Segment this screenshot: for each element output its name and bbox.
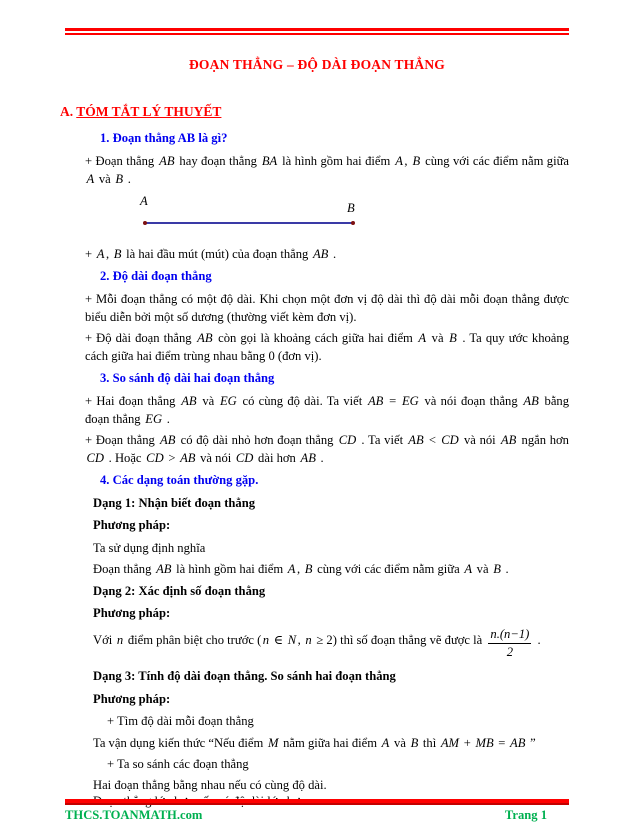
math-variable: B [410,735,419,750]
point-b-label: B [347,201,355,215]
text-run: (đơn vị). [274,349,322,363]
text-run: Với [93,633,116,647]
text-run: Dạng 2: Xác định số đoạn thẳng [93,583,266,598]
math-variable: CD [235,451,254,465]
heading-phuong-phap-3 [93,690,569,708]
endpoint-dot-a [143,221,147,225]
math-variable: AB [300,451,316,465]
text-run: = [384,393,401,408]
paragraph-equal-rule [93,777,569,794]
fraction-denominator: 2 [506,645,514,659]
text-run: ngắn hơn [517,433,569,447]
text-run: Hai đoạn thẳng bằng nhau nếu có cùng độ dài. [93,777,327,792]
text-run: 3. So sánh độ dài hai đoạn thẳng [100,370,275,385]
math-variable: A [464,562,473,576]
text-run: và [473,562,492,576]
bullet-compare-segments [107,755,569,773]
heading-dang-3 [93,667,569,685]
math-variable: AB [160,433,176,447]
text-run: Dạng 3: Tính độ dài đoạn thẳng. So sánh hai đoạn thẳng [93,669,396,683]
document-margins [0,28,629,810]
text-run: . [317,451,324,465]
paragraph-method-2-formula [93,627,569,660]
heading-phuong-phap-1 [93,516,569,534]
text-run: và nói [196,451,235,465]
paragraph-compare-1 [85,392,569,428]
math-variable: B [304,562,313,576]
text-run: Đoạn thẳng [93,562,155,576]
footer-rule [65,799,569,805]
math-variable: B [449,331,457,345]
math-variable: n [116,633,124,647]
paragraph-method-1b [93,560,569,578]
math-variable: AB [197,331,213,345]
math-variable: A [86,172,95,186]
paragraph-length-2 [85,329,569,365]
math-variable: AB [159,154,175,168]
text-run: và [390,735,410,750]
text-run: 2. Độ dài đoạn thẳng [100,268,212,283]
text-run: + [85,247,96,261]
text-run: bằng đoạn thẳng [85,393,569,426]
text-run: 1. Đoạn thẳng AB là gì? [100,131,228,145]
text-run: là hình gồm hai điểm [172,562,287,576]
text-run: . [329,247,337,261]
text-run: Phương pháp: [93,691,171,706]
text-run: < [425,433,440,447]
math-variable: A [96,247,105,261]
math-variable: A [418,331,427,345]
text-run: . [124,172,131,186]
math-variable: B [113,247,122,261]
math-variable: n [305,633,312,647]
heading-phuong-phap-2 [93,604,569,622]
text-run: Phương pháp: [93,606,171,620]
math-variable: AB [181,393,197,408]
text-run: + Hai đoạn thẳng [85,393,180,408]
text-run: + [460,735,474,750]
math-variable: EG [401,393,419,408]
segment-line [144,222,354,224]
text-run: , [404,154,411,168]
math-variable: AB [180,451,196,465]
footer-page-number: Trang 1 [504,808,547,822]
text-run: cùng với các điểm nằm giữa [313,562,463,576]
paragraph-method-3a [93,734,569,752]
document-content [65,129,569,810]
math-variable: CD [338,433,357,447]
math-variable: CD [146,451,164,465]
math-variable: AM [440,735,460,750]
math-variable: n [262,633,270,647]
paragraph-compare-2 [85,431,569,467]
math-variable: A [395,154,403,168]
math-variable: AB [312,247,329,261]
math-variable: EG [145,411,163,426]
segment-ab-figure [140,194,361,236]
fraction [488,627,531,660]
text-run: + Đoạn thẳng [85,433,159,447]
point-a-label: A [140,194,148,208]
text-run: có độ dài nhỏ hơn đoạn thẳng [176,433,338,447]
text-run: + Đoạn thẳng [85,154,158,168]
text-run: . Ta viết [357,433,407,447]
text-run: + Ta so sánh các đoạn thẳng [107,757,249,771]
text-run: và [95,172,114,186]
text-run: Ta sử dụng định nghĩa [93,540,206,555]
math-variable: CD [86,451,104,465]
math-variable: EG [219,393,237,408]
text-run: ≥ 2) thì số đoạn thẳng vẽ được là [313,633,486,647]
text-run: ” [526,735,536,750]
text-run: + Tìm độ dài mỗi đoạn thẳng [107,714,254,728]
math-variable: A [381,735,390,750]
text-run: , [105,247,113,261]
text-run: cùng với các điểm nằm giữa [421,154,569,168]
fraction-numerator: n.(n−1) [488,627,531,644]
footer-row [65,808,569,823]
text-run: 4. Các dạng toán thường gặp. [100,472,259,487]
text-run: còn gọi là khoảng cách giữa hai điểm [214,331,417,345]
math-variable: N [287,633,297,647]
text-run: ∈ [270,633,287,647]
text-run: điểm phân biệt cho trước ( [124,633,262,647]
heading-dang-1 [93,494,569,512]
math-variable: AB [523,393,539,408]
heading-1 [100,129,569,147]
text-run: và nói đoạn thẳng [420,393,522,408]
math-variable: AB [408,433,424,447]
text-run: + Độ dài đoạn thẳng [85,331,196,345]
math-variable: M [267,735,279,750]
text-run: và nói [460,433,500,447]
heading-3 [100,369,569,387]
math-variable: B [412,154,421,168]
text-run: hay đoạn thẳng [176,154,261,168]
section-a-title: TÓM TẮT LÝ THUYẾT [76,104,222,119]
text-run: là hai đầu mút (mút) của đoạn thẳng [122,247,312,261]
footer-site-link[interactable]: THCS.TOANMATH.com [65,808,203,822]
math-variable: BA [261,154,278,168]
heading-dang-2 [93,582,569,600]
paragraph-endpoints [85,245,569,263]
text-run: > [165,451,179,465]
heading-4 [100,471,569,489]
text-run: và [198,393,219,408]
endpoint-dot-b [351,221,355,225]
text-run: . [534,633,541,647]
text-run: + Mỗi đoạn thẳng có một độ dài. Khi chọn một đơn vị độ dài thì độ dài mỗi đoạn thẳng được biểu diễn bởi một số dương (thường viết kèm đơn vị). [85,291,569,324]
text-run: , [296,562,304,576]
math-variable: B [493,562,501,576]
text-run: 0 [268,349,275,363]
header-double-rule [65,28,569,35]
text-run: , [297,633,304,647]
text-run: . [163,411,170,426]
text-run: Phương pháp: [93,518,171,532]
bullet-find-length [107,712,569,730]
text-run: có cùng độ dài. Ta viết [238,393,367,408]
math-variable: AB [367,393,384,408]
heading-2 [100,267,569,285]
text-run: thì [419,735,440,750]
section-a-heading [60,104,569,120]
text-run: . Ta quy ước khoảng cách giữa hai điểm trùng nhau bằng [85,331,569,363]
page-title: ĐOẠN THẲNG – ĐỘ DÀI ĐOẠN THẲNG [188,57,446,72]
paragraph-definition-ab [85,152,569,188]
paragraph-length-1 [85,290,569,326]
math-variable: CD [441,433,459,447]
text-run: Ta vận dụng kiến thức “Nếu điểm [93,735,267,750]
math-variable: AB [156,562,172,576]
paragraph-method-1a [93,539,569,557]
text-run: và [427,331,448,345]
math-variable: B [115,172,124,186]
math-variable: AB [500,433,517,447]
text-run: . Hoặc [105,451,145,465]
text-run: = [495,735,509,750]
section-a-prefix: A. [60,104,77,119]
text-run: Dạng 1: Nhận biết đoạn thẳng [93,495,256,510]
text-run: là hình gồm hai điểm [278,154,394,168]
math-variable: MB [475,735,494,750]
text-run: nằm giữa hai điểm [279,735,381,750]
math-variable: A [287,562,296,576]
math-variable: AB [510,735,526,750]
text-run: . [502,562,509,576]
text-run: dài hơn [254,451,299,465]
page-footer [65,799,569,823]
